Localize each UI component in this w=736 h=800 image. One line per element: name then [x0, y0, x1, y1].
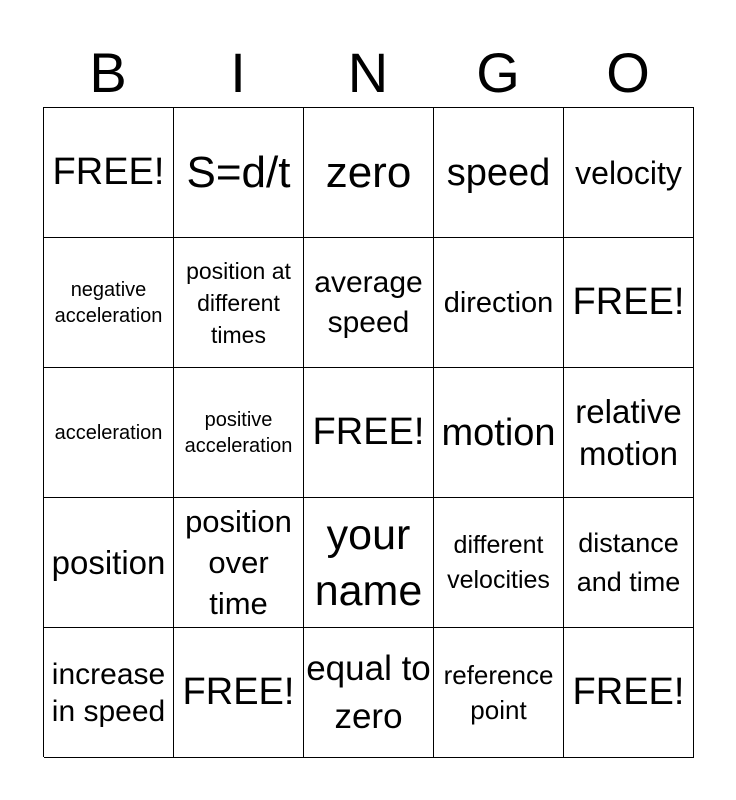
bingo-cell-r1c3[interactable] — [304, 108, 434, 238]
bingo-cell-r5c5[interactable] — [564, 628, 694, 758]
bingo-cell-r5c4[interactable] — [434, 628, 564, 758]
cell-text: zero — [325, 147, 412, 197]
bingo-cell-r1c4[interactable] — [434, 108, 564, 238]
cell-text: average speed — [314, 265, 423, 339]
cell-text: position over time — [185, 504, 292, 621]
bingo-cell-r1c1[interactable] — [44, 108, 174, 238]
cell-text: velocity — [575, 154, 682, 191]
cell-text: different velocities — [447, 530, 550, 594]
cell-text: S=d/t — [186, 147, 291, 197]
cell-text: FREE! — [572, 671, 685, 713]
bingo-header — [43, 40, 693, 106]
bingo-cell-r1c5[interactable] — [564, 108, 694, 238]
bingo-cell-r2c2[interactable] — [174, 238, 304, 368]
bingo-cell-r4c2[interactable] — [174, 498, 304, 628]
bingo-cell-r2c5[interactable] — [564, 238, 694, 368]
bingo-cell-r4c5[interactable] — [564, 498, 694, 628]
bingo-cell-r3c1[interactable] — [44, 368, 174, 498]
header-letter-i: I — [230, 41, 246, 104]
cell-text: direction — [443, 286, 554, 319]
cell-text: positive acceleration — [184, 408, 293, 457]
bingo-cell-r5c2[interactable] — [174, 628, 304, 758]
cell-text: FREE! — [312, 411, 425, 453]
cell-text: FREE! — [182, 671, 295, 713]
cell-text: speed — [446, 151, 551, 194]
cell-text: position at different times — [186, 257, 291, 348]
header-letter-b: B — [89, 41, 127, 104]
bingo-cell-r2c4[interactable] — [434, 238, 564, 368]
cell-text: equal to zero — [306, 648, 431, 736]
header-letter-o: O — [606, 41, 650, 104]
cell-text: acceleration — [54, 421, 163, 444]
cell-text: motion — [441, 411, 556, 454]
cell-text: distance and time — [576, 527, 681, 597]
bingo-cell-r4c1[interactable] — [44, 498, 174, 628]
cell-text: FREE! — [572, 281, 685, 323]
header-letter-n: N — [347, 41, 389, 104]
cell-text: negative acceleration — [54, 278, 163, 327]
cell-text: reference point — [443, 659, 554, 725]
bingo-cell-r3c4[interactable] — [434, 368, 564, 498]
cell-text: your name — [314, 510, 423, 615]
bingo-cell-r5c3[interactable] — [304, 628, 434, 758]
bingo-cell-r3c2[interactable] — [174, 368, 304, 498]
header-letter-g: G — [476, 41, 520, 104]
bingo-cell-r5c1[interactable] — [44, 628, 174, 758]
bingo-cell-r4c3[interactable] — [304, 498, 434, 628]
cell-text: FREE! — [52, 151, 165, 193]
cell-text: increase in speed — [51, 657, 166, 728]
cell-text: relative motion — [575, 392, 682, 472]
bingo-cell-r4c4[interactable] — [434, 498, 564, 628]
bingo-board — [43, 107, 694, 757]
bingo-cell-r3c3[interactable] — [304, 368, 434, 498]
bingo-cell-r1c2[interactable] — [174, 108, 304, 238]
bingo-cell-r2c3[interactable] — [304, 238, 434, 368]
bingo-cell-r3c5[interactable] — [564, 368, 694, 498]
bingo-cell-r2c1[interactable] — [44, 238, 174, 368]
cell-text: position — [51, 543, 166, 581]
